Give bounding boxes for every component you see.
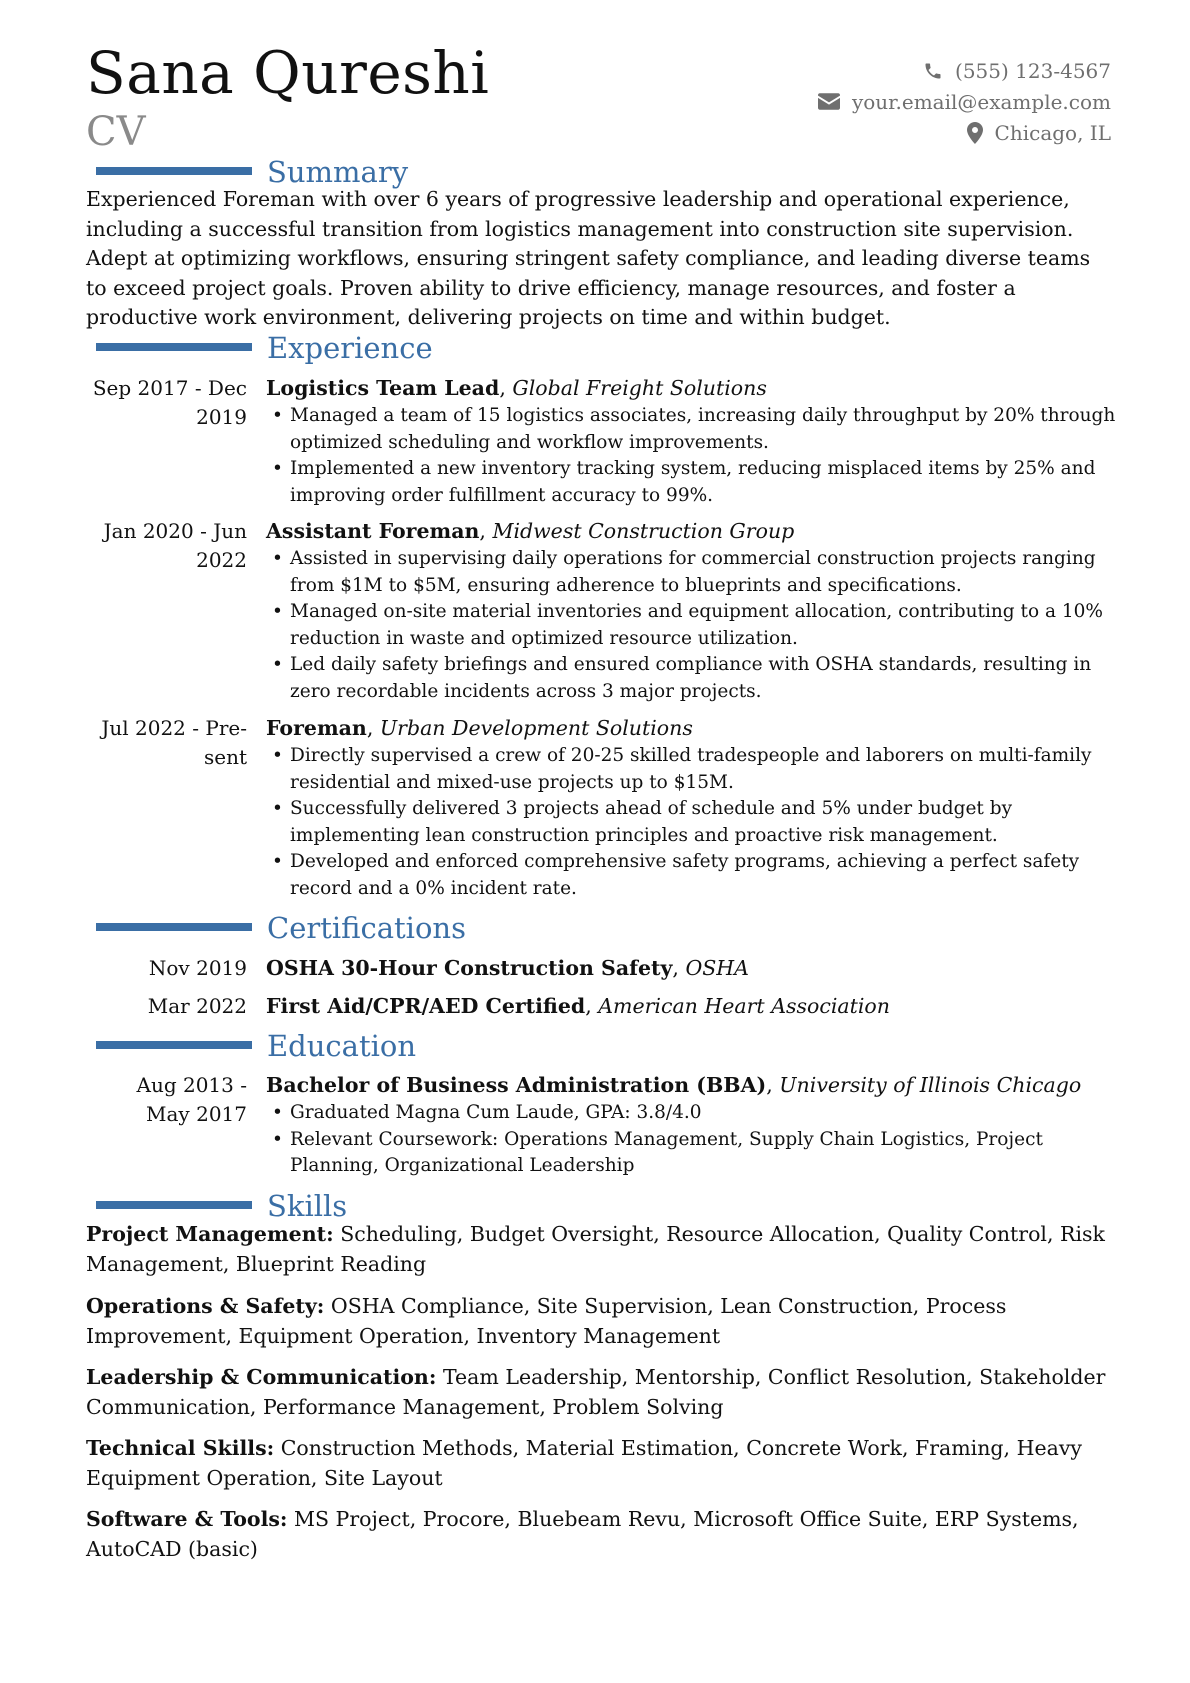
date-line: sent [203,745,247,769]
skill-label: Project Management: [86,1222,334,1246]
certification-row [86,991,1116,1021]
list-item: • Developed and enforced comprehensive safety programs, achieving a perfect safety record and a 0% incident rate. [266,849,1116,902]
date-line: 2022 [196,548,247,572]
skill-row [86,1505,1116,1564]
skill-items: OSHA Compliance, Site Supervision, Lean Construction, Process Improvement, Equipment Operation, Inventory Management [86,1294,1007,1348]
cert-date: Mar 2022 [147,994,247,1018]
cert-date: Nov 2019 [148,956,247,980]
role-line: Foreman, Urban Development Solutions [266,716,693,740]
date-line: Aug 2013 - [136,1073,247,1097]
employer: Urban Development Solutions [379,716,693,740]
date-line: May 2017 [146,1102,247,1126]
list-item: • Implemented a new inventory tracking system, reducing misplaced items by 25% and improving order fulfillment accuracy to 99%. [266,456,1116,509]
skill-label: Leadership & Communication: [86,1365,437,1389]
list-item: • Assisted in supervising daily operations for commercial construction projects ranging from $1M to $5M, ensuring adherence to blueprints and specifications. [266,546,1116,599]
section-title: Skills [267,1189,348,1223]
list-item: • Directly supervised a crew of 20-25 skilled tradespeople and laborers on multi-family residential and mixed-use projects up to $15M. [266,743,1116,796]
envelope-icon [818,93,840,110]
entry-body [266,714,1116,902]
document-subtitle: CV [86,109,146,155]
section-bar [96,167,252,175]
entry-date [86,714,247,772]
date-line: Jan 2020 - Jun [103,519,247,543]
entry-body [266,517,1116,705]
section-bar [96,923,252,931]
section-title: Experience [267,331,433,365]
bullet-list [266,403,1116,509]
summary-paragraph: Experienced Foreman with over 6 years of progressive leadership and operational experience, including a successful transition from logistics management into construction site supervision. Adept at optimizing workflows, ensuring stringent safety compliance, and leading diverse teams to exceed project goals. Proven ability to drive efficiency, manage resources, and foster a productive work environment, delivering projects on time and within budget. [86,187,1091,329]
section-bar [96,1041,252,1049]
skill-items: Construction Methods, Material Estimation, Concrete Work, Framing, Heavy Equipment Operation, Site Layout [86,1436,1082,1490]
section-bar [96,1201,252,1209]
section-title: Education [267,1029,417,1063]
job-title: Assistant Foreman [266,519,480,543]
bullet-list [266,546,1116,705]
section-title: Certifications [267,911,466,945]
skill-label: Software & Tools: [86,1507,288,1531]
job-title: Foreman [266,716,367,740]
date-line: Jul 2022 - Pre- [101,716,247,740]
list-item: • Graduated Magna Cum Laude, GPA: 3.8/4.0 [266,1100,1116,1127]
section-bar [96,343,252,351]
list-item: • Managed a team of 15 logistics associates, increasing daily throughput by 20% through optimized scheduling and workflow improvements. [266,403,1116,456]
school: University of Illinois Chicago [779,1073,1082,1097]
list-item: • Successfully delivered 3 projects ahead of schedule and 5% under budget by implementing lean construction principles and proactive risk management. [266,796,1116,849]
person-name: Sana Qureshi [86,39,490,107]
entry-body [266,374,1116,509]
list-item: • Led daily safety briefings and ensured compliance with OSHA standards, resulting in zero recordable incidents across 3 major projects. [266,652,1116,705]
entry-date [86,1071,247,1129]
bullet-list [266,743,1116,902]
cert-name: First Aid/CPR/AED Certified [266,994,586,1018]
skill-row [86,1292,1116,1351]
degree-line: Bachelor of Business Administration (BBA), University of Illinois Chicago [266,1073,1082,1097]
contact-email[interactable] [818,86,1111,117]
phone-icon [923,61,943,81]
entry-date [86,374,247,432]
skill-items: MS Project, Procore, Bluebeam Revu, Microsoft Office Suite, ERP Systems, AutoCAD (basic) [86,1507,1079,1561]
list-item: • Managed on-site material inventories and equipment allocation, contributing to a 10% reduction in waste and optimized resource utilization. [266,599,1116,652]
cert-body: OSHA 30-Hour Construction Safety, OSHA [266,956,749,980]
entry-body [266,1071,1116,1180]
map-marker-icon [967,122,983,144]
contact-phone [818,55,1111,86]
bullet-list [266,1100,1116,1180]
section-title: Summary [267,155,409,189]
contact-location [818,117,1111,148]
cert-name: OSHA 30-Hour Construction Safety [266,956,673,980]
job-title: Logistics Team Lead [266,376,500,400]
cert-body: First Aid/CPR/AED Certified, American Heart Association [266,994,890,1018]
phone-text: (555) 123-4567 [955,58,1111,83]
role-line: Assistant Foreman, Midwest Construction Group [266,519,795,543]
skill-row [86,1220,1116,1279]
email-text[interactable]: your.email@example.com [851,89,1111,114]
skill-row [86,1363,1116,1422]
employer: Midwest Construction Group [492,519,795,543]
certification-row [86,953,1116,983]
date-line: Sep 2017 - Dec [92,376,247,400]
entry-date [86,517,247,575]
contact-block [818,55,1111,148]
employer: Global Freight Solutions [512,376,767,400]
role-line: Logistics Team Lead, Global Freight Solutions [266,376,767,400]
cert-issuer: OSHA [685,956,749,980]
skill-items: Scheduling, Budget Oversight, Resource Allocation, Quality Control, Risk Management, Blueprint Reading [86,1222,1105,1276]
location-text: Chicago, IL [994,120,1111,145]
list-item: • Relevant Coursework: Operations Management, Supply Chain Logistics, Project Planning, Organizational Leadership [266,1127,1116,1180]
date-line: 2019 [196,405,247,429]
skill-label: Operations & Safety: [86,1294,325,1318]
skill-items: Team Leadership, Mentorship, Conflict Resolution, Stakeholder Communication, Performance Management, Problem Solving [86,1365,1106,1419]
cert-issuer: American Heart Association [598,994,890,1018]
skill-row [86,1434,1116,1493]
degree: Bachelor of Business Administration (BBA) [266,1073,767,1097]
skill-label: Technical Skills: [86,1436,275,1460]
